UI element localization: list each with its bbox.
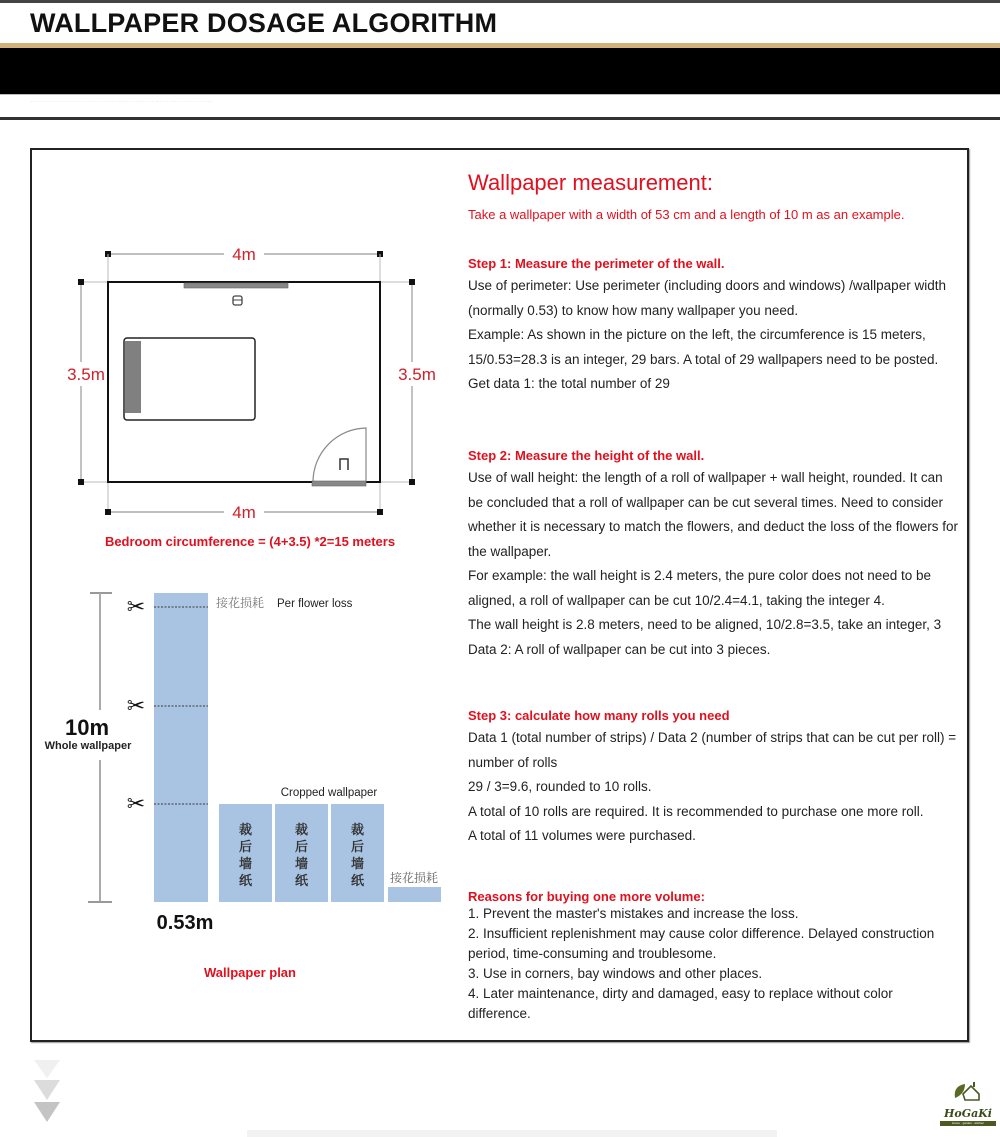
step-3 [468,708,958,849]
step-1-line: Get data 1: the total number of 29 [468,376,670,391]
whole-wallpaper-roll [154,593,208,902]
cropped-piece-char: 墙 [294,857,309,872]
floor-plan [62,245,438,549]
cropped-piece-char: 墙 [238,857,253,872]
step-2-line: Data 2: A roll of wallpaper can be cut into 3 pieces. [468,641,771,657]
door [312,481,366,486]
step-1-line: Use of perimeter: Use perimeter (including doors and windows) /wallpaper width (normally 0.53) to know how many wallpaper you need. [468,278,946,318]
dimension-marker [377,509,383,515]
down-arrows-icon [34,1060,62,1124]
cropped-piece-char: 纸 [238,874,253,889]
dimension-marker [78,479,84,485]
step-3-line: A total of 10 rolls are required. It is recommended to purchase one more roll. [468,803,924,819]
step-3-line: A total of 11 volumes were purchased. [468,828,696,843]
step-1-line: Example: As shown in the picture on the left, the circumference is 15 meters, 15/0.53=28.3 is an integer, 29 bars. A total of 29 wallpapers need to be posted. [468,327,939,367]
flower-loss-cn: 接花损耗 [389,871,439,885]
length-caption: Whole wallpaper [44,740,132,752]
bed-headboard [125,341,141,413]
reason-item: 4. Later maintenance, dirty and damaged, easy to replace without color difference. [468,986,893,1021]
reasons-heading: Reasons for buying one more volume: [468,889,705,904]
bed [124,338,255,420]
dimension-marker [409,479,415,485]
flower-loss-scrap [388,887,441,902]
house-leaf-icon [951,1080,985,1102]
logo-name: HoGaKi [944,1107,992,1120]
cropped-piece-char: 后 [238,840,253,855]
scissors-icon: ✂ [126,595,146,620]
step-2-heading: Step 2: Measure the height of the wall. [468,448,705,463]
step-2 [468,448,958,662]
step-2-line: The wall height is 2.8 meters, need to be aligned, 10/2.8=3.5, take an integer, 3 [468,617,942,632]
logo-tagline: Home · garden · kitchen [940,1121,996,1126]
step-1 [468,256,958,397]
next-section-banner [247,1130,777,1137]
dimension-marker [409,279,415,285]
reasons [468,889,958,1024]
circumference-caption: Bedroom circumference = (4+3.5) *2=15 meters [104,534,396,549]
cropped-piece-char: 裁 [294,823,309,838]
wallpaper-plan-caption: Wallpaper plan [204,965,296,980]
step-1-heading: Step 1: Measure the perimeter of the wall. [468,256,725,271]
right-height-label: 3.5m [398,365,436,384]
fine-print: ·· ·· ·· ·· ·· ·· ·· ·· ·· ·· ·· ·· ·· ·· ·· ·· ·· ·· ·· ·· ·· ·· ·· ·· ·· ·· ·· ·· ·· ·· ·· ·· ·· ·· ·· ·· ·· ·· ·· ·· ·· ·· ·· ·· ·· ·· ·· ·· ·· ·· ·· ·· ·· ·· ·· ·· ·· ·· ·· ·· ·· ·· ·· ·· ·· [30,99,214,103]
length-label: 10m [64,715,110,740]
step-3-line: Data 1 (total number of strips) / Data 2 (number of strips that can be cut per roll) = number of rolls [468,730,957,770]
cropped-label: Cropped wallpaper [280,787,378,799]
arrow-light [34,1060,60,1078]
top-width-label: 4m [232,245,256,264]
arrow-mid [34,1080,60,1100]
measurement-title: Wallpaper measurement: [468,170,713,195]
step-3-heading: Step 3: calculate how many rolls you need [468,708,730,723]
page-title: WALLPAPER DOSAGE ALGORITHM [30,8,498,38]
dimension-marker [105,509,111,515]
measurement-subtitle: Take a wallpaper with a width of 53 cm and a length of 10 m as an example. [468,207,905,222]
dimension-marker [78,279,84,285]
step-3-line: 29 / 3=9.6, rounded to 10 rolls. [468,779,652,794]
cropped-piece-char: 纸 [350,874,365,889]
step-2-line: Use of wall height: the length of a roll of wallpaper + wall height, rounded. It can be concluded that a roll of wallpaper can be cut several times. Need to consider whether it is necessary to match the flowers, and deduct the loss of the flowers for the wallpaper. [468,470,958,559]
cropped-piece-char: 裁 [238,823,253,838]
width-label: 0.53m [156,912,214,934]
scissors-icon: ✂ [126,792,146,817]
left-height-label: 3.5m [67,365,105,384]
cropped-piece-char: 纸 [294,874,309,889]
reason-item: 2. Insufficient replenishment may cause color difference. Delayed construction period, time-consuming and troublesome. [468,926,935,961]
cropped-pieces [219,804,384,902]
brand-logo [938,1080,998,1126]
cropped-piece-char: 裁 [350,823,365,838]
bottom-width-label: 4m [232,503,256,522]
scissors-icon: ✂ [126,694,146,719]
arrow-dark [34,1102,60,1122]
cropped-piece-char: 墙 [350,857,365,872]
window [184,283,288,288]
cropped-piece-char: 后 [350,840,365,855]
step-2-line: For example: the wall height is 2.4 meters, the pure color does not need to be aligned, a roll of wallpaper can be cut 10/2.4=4.1, taking the integer 4. [468,568,932,608]
cropped-piece-char: 后 [294,840,309,855]
per-flower-loss-label: Per flower loss [277,598,353,610]
reason-item: 1. Prevent the master's mistakes and increase the loss. [468,906,799,921]
reason-item: 3. Use in corners, bay windows and other places. [468,966,763,981]
wallpaper-plan [45,593,441,980]
per-flower-loss-cn: 接花损耗 [216,596,265,610]
